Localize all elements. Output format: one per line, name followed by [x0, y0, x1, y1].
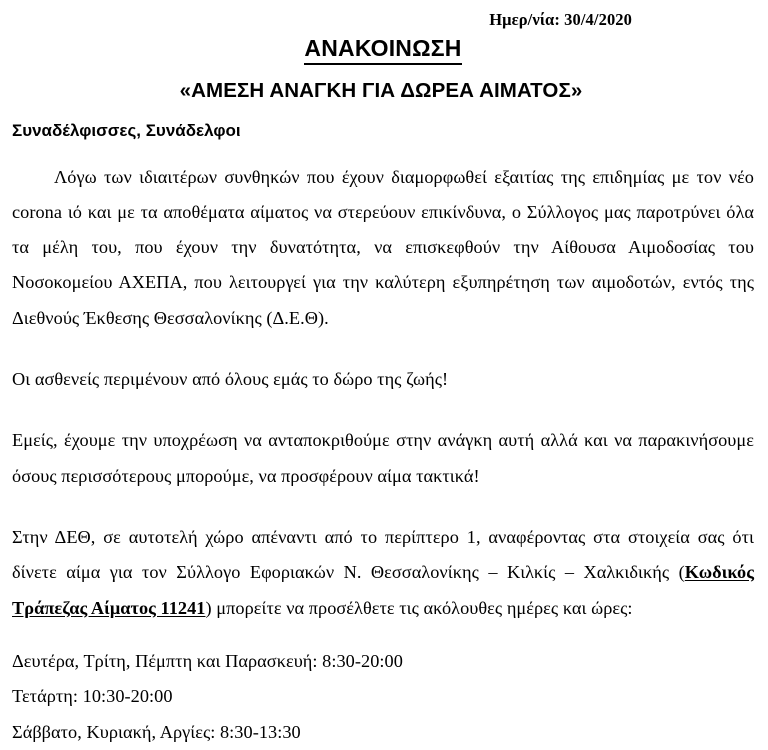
document-body	[10, 160, 756, 626]
location-text-before: Στην ΔΕΘ, σε αυτοτελή χώρο απέναντι από το περίπτερο 1, αναφέροντας στα στοιχεία σας ότι δίνετε αίμα για τον Σύλλογο Εφοριακών Ν. Θεσσαλονίκης – Κιλκίς – Χαλκιδικής (	[12, 527, 754, 583]
paragraph-intro: Λόγω των ιδιαιτέρων συνθηκών που έχουν διαμορφωθεί εξαιτίας της επιδημίας με τον νέο corona ιό και με τα αποθέματα αίματος να στερεύουν επικίνδυνα, ο Σύλλογος μας παροτρύνει όλα τα μέλη του, που έχουν την δυνατότητα, να επισκεφθούν την Αίθουσα Αιμοδοσίας του Νοσοκομείου ΑΧΕΠΑ, που λειτουργεί για την καλύτερη εξυπηρέτηση των αιμοδοτών, εντός της Διεθνούς Έκθεσης Θεσσαλονίκης (Δ.Ε.Θ).	[12, 166, 754, 328]
paragraph-obligation: Εμείς, έχουμε την υποχρέωση να ανταποκριθούμε στην ανάγκη αυτή αλλά και να παρακινήσουμε όσους περισσότερους μπορούμε, να προσφέρουν αίμα τακτικά!	[12, 430, 754, 486]
document-date: Ημερ/νία: 30/4/2020	[489, 10, 632, 29]
schedule-line-wednesday: Τετάρτη: 10:30-20:00	[12, 686, 173, 707]
page-title-text: ΑΝΑΚΟΙΝΩΣΗ	[304, 35, 461, 64]
page-title	[10, 35, 756, 64]
salutation: Συναδέλφισσες, Συνάδελφοι	[12, 121, 241, 141]
schedule-list	[10, 644, 756, 750]
paragraph-appeal: Οι ασθενείς περιμένουν από όλους εμάς το δώρο της ζωής!	[12, 369, 449, 390]
schedule-line-weekdays: Δευτέρα, Τρίτη, Πέμπτη και Παρασκευή: 8:30-20:00	[12, 650, 403, 671]
paragraph-location	[12, 520, 754, 626]
blood-bank-code: Κωδικός Τράπεζας Αίματος 11241	[12, 562, 754, 618]
location-text-after: ) μπορείτε να προσέλθετε τις ακόλουθες ημέρες και ώρες:	[205, 597, 633, 618]
schedule-line-weekend: Σάββατο, Κυριακή, Αργίες: 8:30-13:30	[12, 721, 301, 742]
page-subtitle: «ΑΜΕΣΗ ΑΝΑΓΚΗ ΓΙΑ ΔΩΡΕΑ ΑΙΜΑΤΟΣ»	[179, 78, 583, 102]
